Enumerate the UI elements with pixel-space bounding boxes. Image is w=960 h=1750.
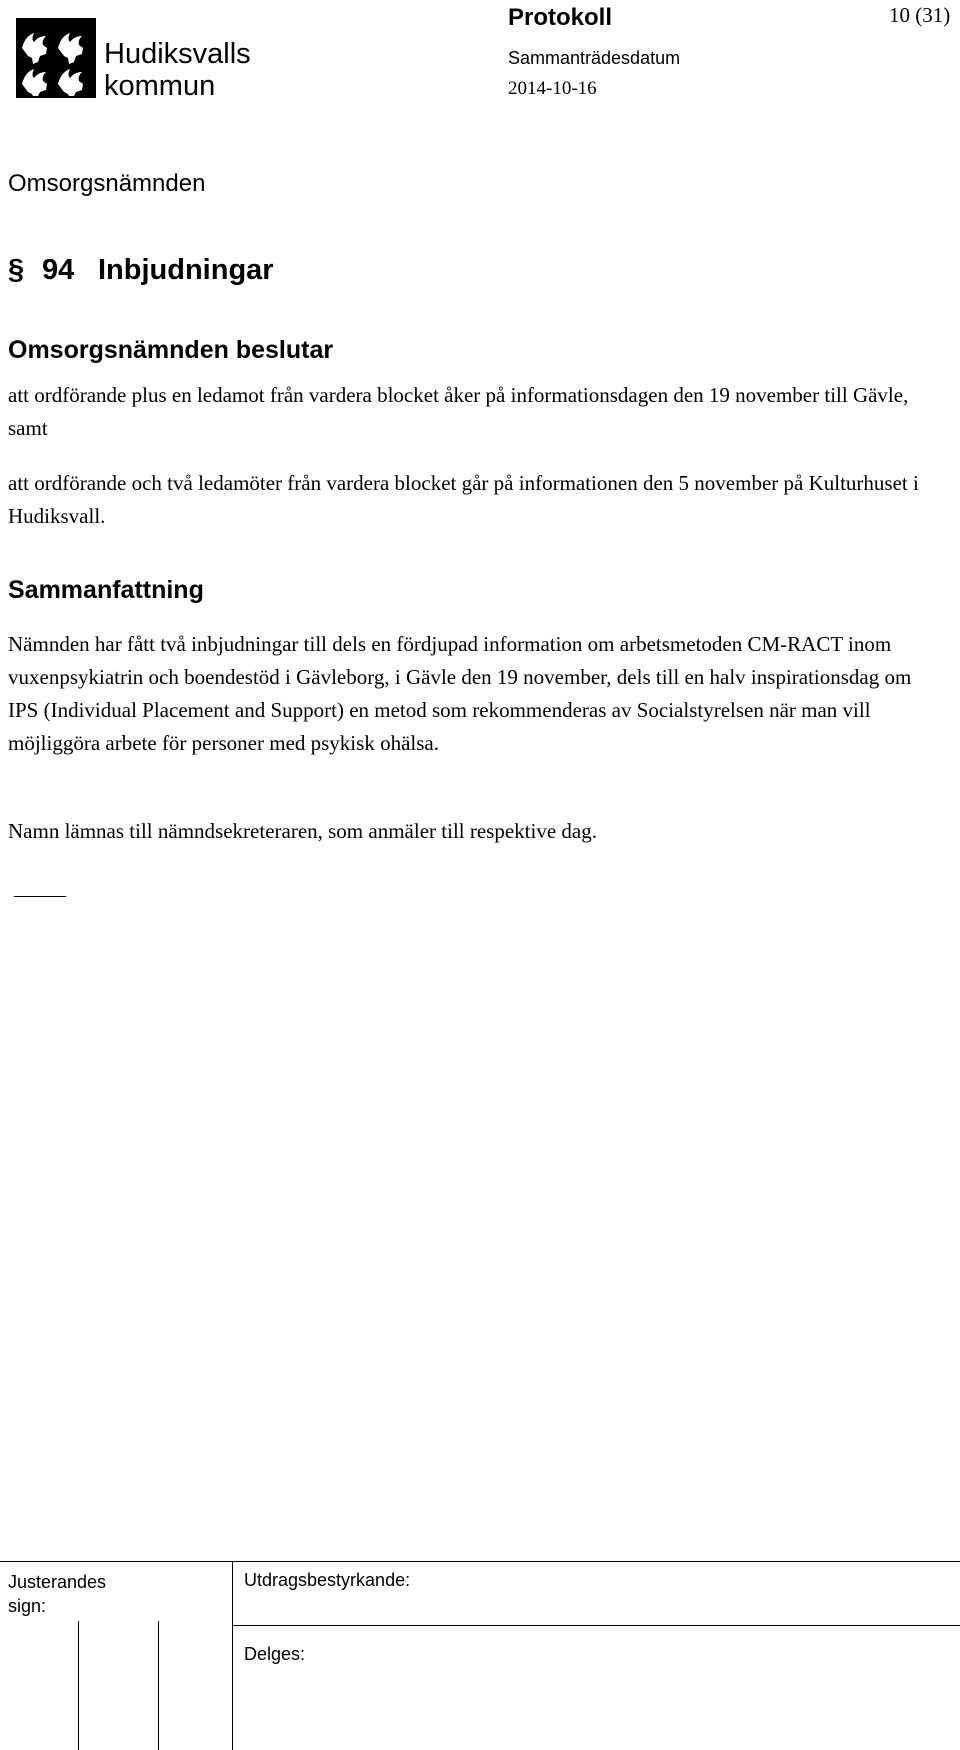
decision-heading: Omsorgsnämnden beslutar (8, 336, 334, 364)
signature-box-divider-1 (78, 1621, 79, 1750)
justerandes-sign-label (8, 1570, 106, 1618)
footer-top-rule (0, 1561, 960, 1562)
signature-box-divider-2 (158, 1621, 159, 1750)
logo-wordmark (104, 38, 251, 102)
logo-line-2: kommun (104, 70, 216, 102)
decision-paragraph-1: att ordförande plus en ledamot från vardera blocket åker på informationsdagen den 19 november till Gävle, samt (8, 383, 909, 440)
delges-label: Delges: (244, 1644, 306, 1664)
section-end-rule (14, 896, 66, 897)
logo-line-1: Hudiksvalls (104, 38, 251, 70)
footer-divider (232, 1561, 233, 1750)
section-heading (8, 254, 274, 287)
summary-paragraph-1: Nämnden har fått två inbjudningar till dels en fördjupad information om arbetsmetoden CM-RACT inom vuxenpsykiatrin och boendestöd i Gävleborg, i Gävle den 19 november, dels till en halv inspirationsdag om IPS (Individual Placement and Support) en metod som rekommenderas av Socialstyrelsen när man vill möjliggöra arbete för personer med psykisk ohälsa. (8, 632, 912, 755)
summary-heading: Sammanfattning (8, 576, 204, 604)
section-symbol: § (8, 254, 25, 286)
meeting-date-value: 2014-10-16 (508, 78, 597, 99)
section-title: Inbjudningar (98, 254, 274, 286)
page-number: 10 (31) (889, 3, 951, 27)
committee-name: Omsorgsnämnden (8, 170, 206, 197)
meeting-date-label: Sammanträdesdatum (508, 48, 681, 68)
utdragsbestyrkande-label: Utdragsbestyrkande: (244, 1570, 411, 1590)
section-number: 94 (42, 254, 75, 286)
justerandes-label-line-2: sign: (8, 1596, 47, 1616)
signature-footer (0, 1561, 960, 1750)
decision-paragraph-2: att ordförande och två ledamöter från vardera blocket går på informationen den 5 november på Kulturhuset i Hudiksvall. (8, 471, 919, 528)
justerandes-label-line-1: Justerandes (8, 1572, 107, 1592)
document-title: Protokoll (508, 4, 613, 31)
logo-goats-icon (16, 18, 96, 98)
footer-right-rule (232, 1625, 960, 1626)
summary-paragraph-2: Namn lämnas till nämndsekreteraren, som anmäler till respektive dag. (8, 819, 597, 843)
